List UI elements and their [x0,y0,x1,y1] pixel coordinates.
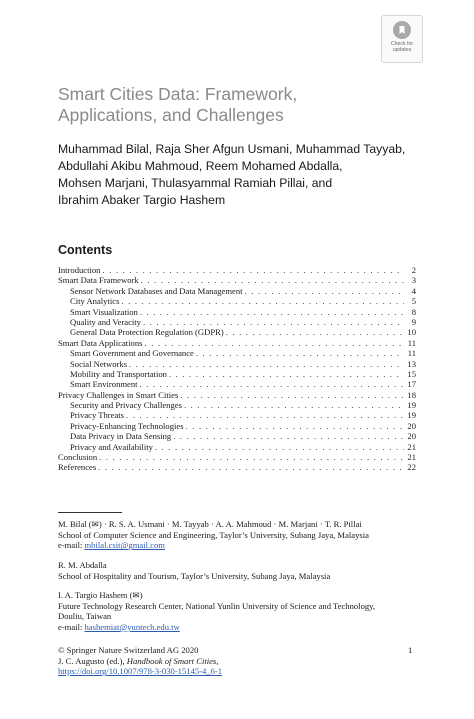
toc-entry-label: Privacy-Enhancing Technologies [70,420,184,431]
email-prefix: e-mail: [58,540,85,551]
toc-entry-page: 13 [407,358,416,369]
toc-entry-label: Introduction [58,265,101,275]
toc-entry-page: 10 [407,327,416,338]
toc-entry[interactable] [58,452,416,462]
toc-leader-dots [180,390,404,400]
toc-entry[interactable] [58,379,416,389]
toc-leader-dots [169,369,404,379]
author-line: Mohsen Marjani, Thulasyammal Ramiah Pillai, and [58,176,333,190]
toc-entry-page: 2 [411,265,416,275]
toc-leader-dots [143,317,404,327]
toc-entry-page: 11 [407,348,416,359]
author-line: Abdullahi Akibu Mahmoud, Reem Mohamed Abdalla, [58,159,343,173]
toc-entry-label: City Analytics [70,296,120,307]
toc-entry-page: 3 [411,275,416,286]
affiliation-names: I. A. Targio Hashem (✉) [58,590,143,600]
affiliation-school: School of Hospitality and Tourism, Taylor’s University, Subang Jaya, Malaysia [58,570,331,581]
toc-entry[interactable] [58,400,416,410]
toc-entry-label: Privacy and Availability [70,441,153,452]
toc-entry-page: 19 [407,400,416,411]
toc-entry-page: 21 [407,452,416,463]
doi-link[interactable]: https://doi.org/10.1007/978-3-030-15145-4_6-1 [58,666,223,677]
toc-entry-page: 11 [407,337,416,348]
affiliation-names: R. M. Abdalla [58,560,107,570]
affiliation-block-1 [58,519,418,551]
toc-entry[interactable] [58,421,416,431]
toc-leader-dots [98,462,404,472]
toc-leader-dots [196,348,404,358]
toc-entry[interactable] [58,265,416,275]
toc-leader-dots [129,359,404,369]
toc-entry-page: 15 [407,368,416,379]
toc-entry[interactable] [58,390,416,400]
footnote-divider [58,512,122,513]
toc-entry-page: 18 [407,389,416,400]
toc-leader-dots [126,410,404,420]
toc-entry[interactable] [58,286,416,296]
toc-entry[interactable] [58,442,416,452]
toc-leader-dots [140,307,404,317]
toc-leader-dots [184,400,404,410]
toc-entry-label: Smart Data Framework [58,275,139,286]
badge-label: Check for updates [390,41,414,53]
book-title: Handbook of Smart Cities [126,655,217,666]
affiliation-names: M. Bilal (✉) · R. S. A. Usmani · M. Tayyab · A. A. Mahmoud · M. Marjani · T. R. Pillai [58,519,362,529]
email-link[interactable]: hashemiat@yuntech.edu.tw [84,621,180,632]
toc-leader-dots [186,421,404,431]
toc-entry-page: 4 [411,285,416,296]
toc-leader-dots [155,442,404,452]
toc-leader-dots [121,296,404,306]
affiliation-location: Douliu, Taiwan [58,611,112,622]
page-number: 1 [408,645,413,655]
toc-entry[interactable] [58,275,416,285]
contents-heading: Contents [58,243,113,257]
toc-entry-label: Smart Visualization [70,306,138,317]
toc-entry-page: 20 [407,431,416,442]
affiliation-block-3 [58,590,418,632]
toc-entry-label: Privacy Challenges in Smart Cities [58,389,179,400]
toc-entry[interactable] [58,369,416,379]
toc-entry[interactable] [58,327,416,337]
toc-entry[interactable] [58,348,416,358]
toc-entry[interactable] [58,359,416,369]
affiliation-school: Future Technology Research Center, National Yunlin University of Science and Technology, [58,600,376,611]
toc-entry-label: Security and Privacy Challenges [70,400,182,411]
editor-suffix: , [216,655,219,666]
toc-entry-page: 20 [407,420,416,431]
toc-entry-label: Data Privacy in Data Sensing [70,431,172,442]
toc-entry-label: Conclusion [58,452,98,463]
author-list [58,141,438,209]
editor-prefix: J. C. Augusto (ed.), [58,655,127,666]
toc-entry[interactable] [58,410,416,420]
toc-entry-label: General Data Protection Regulation (GDPR) [70,327,224,338]
check-for-updates-badge[interactable] [381,15,423,63]
toc-leader-dots [226,327,404,337]
toc-entry-label: Smart Data Applications [58,337,143,348]
toc-entry-page: 19 [407,410,416,421]
title-line-2: Applications, and Challenges [58,105,284,125]
toc-entry-label: Smart Environment [70,379,138,390]
email-link[interactable]: mbilal.csit@gmail.com [84,540,165,551]
footer [58,645,418,677]
toc-entry-page: 8 [411,306,416,317]
table-of-contents [58,265,416,473]
toc-entry[interactable] [58,317,416,327]
author-line: Ibrahim Abaker Targio Hashem [58,193,226,207]
chapter-title [58,84,418,126]
affiliation-block-2 [58,560,418,581]
affiliation-email-line [58,540,418,551]
toc-entry-label: Sensor Network Databases and Data Management [70,285,243,296]
copyright-line: © Springer Nature Switzerland AG 2020 [58,645,199,655]
toc-entry[interactable] [58,296,416,306]
toc-entry-page: 21 [407,441,416,452]
affiliation-school: School of Computer Science and Engineering, Taylor’s University, Subang Jaya, Malaysia [58,529,369,540]
toc-entry[interactable] [58,307,416,317]
toc-entry[interactable] [58,338,416,348]
toc-entry-label: Privacy Threats [70,410,125,421]
toc-entry-page: 17 [407,379,416,390]
toc-entry-label: References [58,462,97,473]
toc-entry-page: 5 [411,296,416,307]
citation-line [58,656,418,667]
toc-entry-label: Mobility and Transportation [70,368,167,379]
bookmark-icon [393,21,411,39]
author-line: Muhammad Bilal, Raja Sher Afgun Usmani, Muhammad Tayyab, [58,142,406,156]
toc-leader-dots [145,338,405,348]
toc-leader-dots [99,452,404,462]
toc-leader-dots [141,275,404,285]
toc-entry-page: 22 [407,462,416,473]
toc-leader-dots [140,379,404,389]
email-prefix: e-mail: [58,621,85,632]
toc-leader-dots [245,286,404,296]
title-line-1: Smart Cities Data: Framework, [58,84,298,104]
toc-entry-page: 9 [411,316,416,327]
toc-leader-dots [173,431,404,441]
toc-leader-dots [102,265,404,275]
toc-entry-label: Quality and Veracity [70,316,141,327]
toc-entry[interactable] [58,431,416,441]
toc-entry[interactable] [58,462,416,472]
toc-entry-label: Social Networks [70,358,128,369]
affiliation-email-line [58,622,418,633]
toc-entry-label: Smart Government and Governance [70,348,194,359]
